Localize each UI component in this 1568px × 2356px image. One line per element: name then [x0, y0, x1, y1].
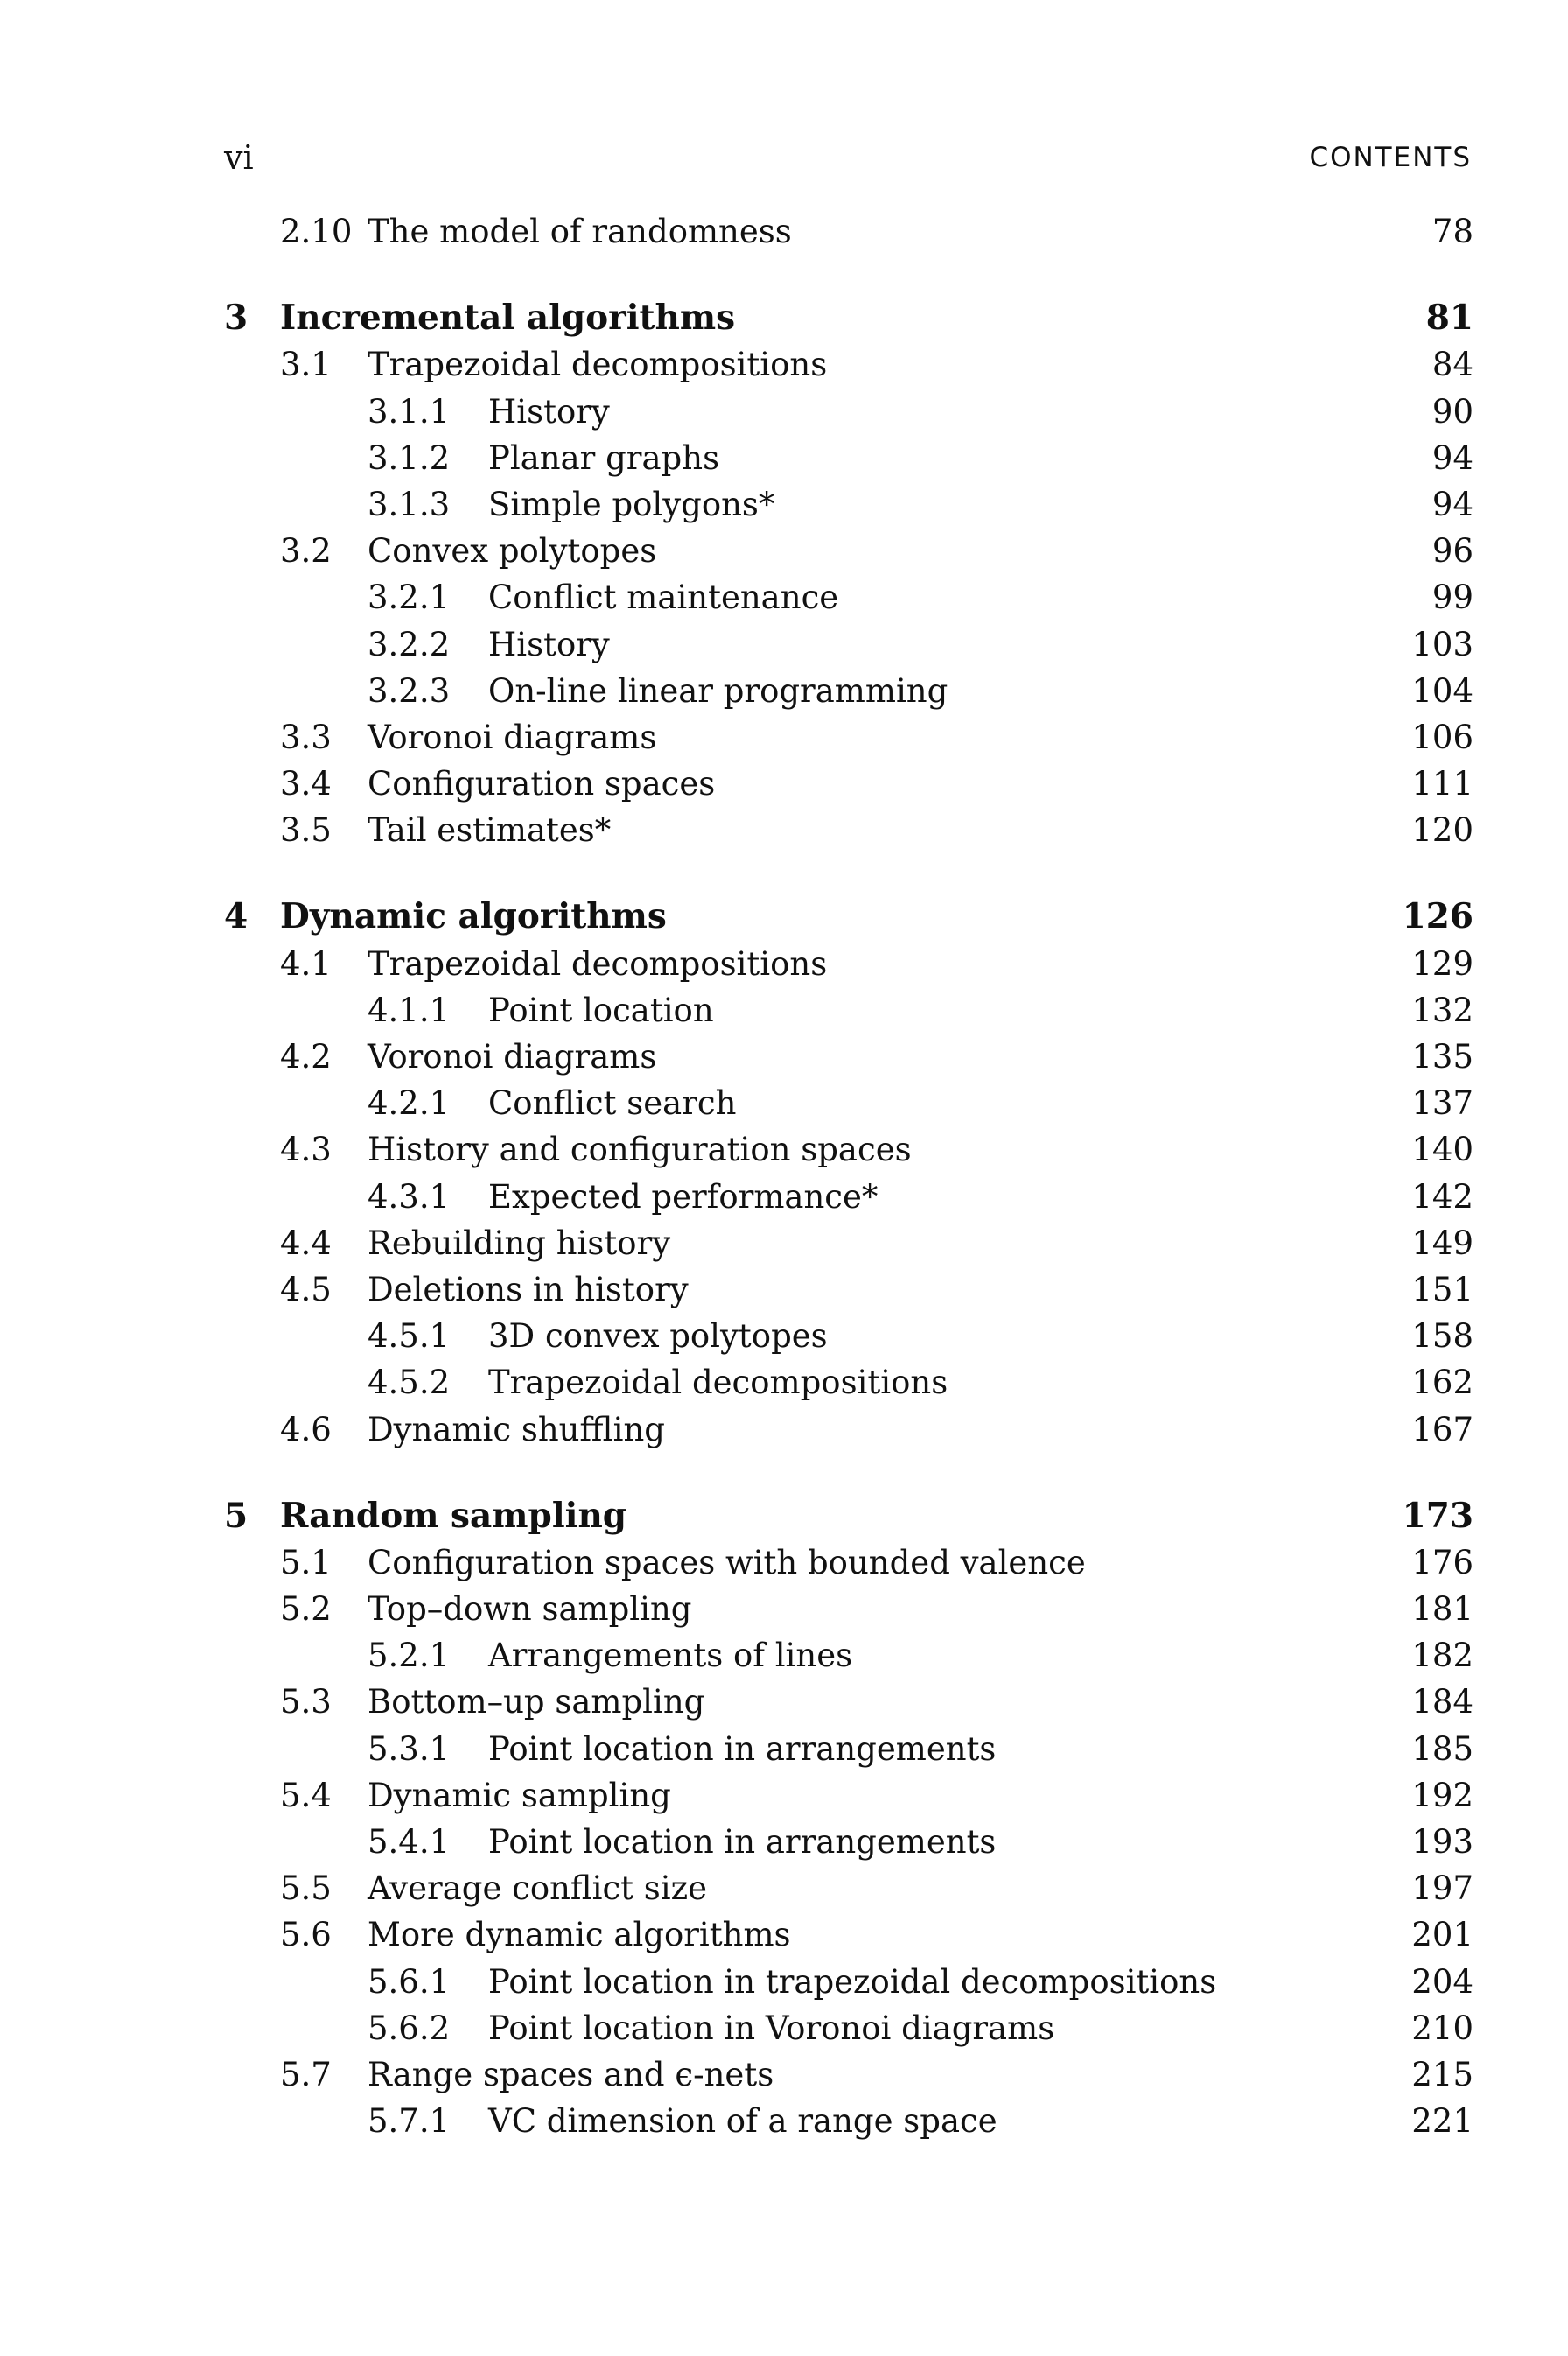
toc-entry-page: 142: [1404, 1174, 1474, 1220]
toc-entry-title: Trapezoidal decompositions: [368, 941, 839, 987]
toc-subsection-entry[interactable]: [0, 2005, 1568, 2051]
toc-section-entry[interactable]: [0, 341, 1568, 388]
toc-entry-number: 3.1: [280, 346, 332, 384]
toc-section-entry[interactable]: [0, 941, 1568, 987]
toc-entry-page: 140: [1404, 1126, 1474, 1173]
toc-subsection-entry[interactable]: [0, 1726, 1568, 1772]
toc-entry-number: 4.3: [280, 1131, 332, 1169]
toc-subsection-entry[interactable]: [0, 1174, 1568, 1220]
toc-entry-title: Conflict search: [488, 1080, 748, 1126]
toc-subsection-entry[interactable]: [0, 1959, 1568, 2005]
toc-entry-number: 3.5: [280, 811, 332, 850]
toc-entry-number: 5.7.1: [368, 2102, 451, 2141]
chapter-gap: [0, 1453, 1568, 1493]
toc-entry-number: 3.4: [280, 765, 332, 803]
chapter-gap: [0, 853, 1568, 894]
chapter-number: 5: [224, 1495, 248, 1536]
toc-section-entry[interactable]: [0, 1586, 1568, 1632]
toc-chapter[interactable]: [0, 1493, 1568, 1539]
toc-entry-title: Configuration spaces with bounded valence: [368, 1539, 1098, 1586]
toc-entry-title: Point location in Voronoi diagrams: [488, 2005, 1067, 2051]
chapter-gap: [0, 255, 1568, 295]
toc-entry-number: 3.2.1: [368, 578, 451, 617]
toc-entry-number: 4.2: [280, 1038, 332, 1076]
toc-entry-title: Average conflict size: [368, 1865, 719, 1911]
toc-entry-title: History: [488, 389, 622, 435]
toc-entry-number: 2.10: [280, 213, 353, 250]
toc-entry-number: 3.2.3: [368, 671, 451, 710]
toc-entry-page: 151: [1404, 1266, 1474, 1313]
toc-subsection-entry[interactable]: [0, 621, 1568, 668]
toc-entry-title: Planar graphs: [488, 435, 732, 481]
toc-chapter[interactable]: [0, 295, 1568, 341]
toc-entry-page: 201: [1404, 1911, 1474, 1958]
toc-entry-title: The model of randomness: [368, 208, 804, 255]
toc-entry-title: Trapezoidal decompositions: [368, 341, 839, 388]
toc-section-entry[interactable]: [0, 1220, 1568, 1266]
toc-entry-number: 5.2: [280, 1590, 332, 1629]
toc-subsection-entry[interactable]: [0, 481, 1568, 528]
toc-entry[interactable]: [0, 208, 1568, 255]
toc-entry-number: 3.1.3: [368, 485, 451, 523]
toc-entry-title: Range spaces and ϵ-nets: [368, 2051, 786, 2098]
toc-entry-number: 4.5.1: [368, 1317, 451, 1356]
toc-chapter[interactable]: [0, 894, 1568, 940]
toc-entry-number: 4.1: [280, 944, 332, 983]
toc-entry-number: 5.7: [280, 2055, 332, 2093]
toc-section-entry[interactable]: [0, 1406, 1568, 1453]
toc-entry-title: Point location in arrangements: [488, 1819, 1008, 1865]
toc-subsection-entry[interactable]: [0, 2098, 1568, 2144]
toc-entry-page: 192: [1404, 1772, 1474, 1819]
toc-entry-title: Point location: [488, 987, 726, 1034]
toc-entry-page: 94: [1404, 481, 1474, 528]
toc-entry-page: 84: [1404, 341, 1474, 388]
toc-subsection-entry[interactable]: [0, 1313, 1568, 1359]
toc-subsection-entry[interactable]: [0, 1632, 1568, 1679]
toc-section-entry[interactable]: [0, 761, 1568, 807]
toc-entry-title: Configuration spaces: [368, 761, 727, 807]
toc-section-entry[interactable]: [0, 1772, 1568, 1819]
toc-entry-title: Bottom–up sampling: [368, 1679, 717, 1725]
toc-entry-page: 129: [1404, 941, 1474, 987]
toc-entry-title: Arrangements of lines: [488, 1632, 864, 1679]
toc-entry-number: 5.3.1: [368, 1729, 451, 1768]
toc-entry-page: 204: [1404, 1959, 1474, 2005]
toc-section-entry[interactable]: [0, 1266, 1568, 1313]
toc-entry-number: 5.6: [280, 1916, 332, 1954]
toc-section-entry[interactable]: [0, 1539, 1568, 1586]
toc-entry-page: 120: [1404, 807, 1474, 853]
toc-entry-title: 3D convex polytopes: [488, 1313, 840, 1359]
toc-entry-title: Convex polytopes: [368, 528, 668, 574]
toc-entry-number: 3.1.2: [368, 438, 451, 477]
chapter-title: Incremental algorithms: [280, 298, 736, 339]
toc-entry-number: 5.1: [280, 1543, 332, 1581]
toc-entry-page: 193: [1404, 1819, 1474, 1865]
chapter-title: Dynamic algorithms: [280, 896, 667, 937]
toc-subsection-entry[interactable]: [0, 1359, 1568, 1406]
page-header: [0, 138, 1568, 182]
toc-entry-page: 104: [1404, 668, 1474, 714]
chapter-page: 126: [1402, 896, 1474, 937]
toc-subsection-entry[interactable]: [0, 1080, 1568, 1126]
toc-entry-number: 4.1.1: [368, 991, 451, 1029]
toc-entry-page: 111: [1404, 761, 1474, 807]
toc-entry-page: 181: [1404, 1586, 1474, 1632]
toc-section-entry[interactable]: [0, 1865, 1568, 1911]
toc-entry-title: On-line linear programming: [488, 668, 960, 714]
toc-entry-number: 5.4.1: [368, 1823, 451, 1861]
toc-entry-number: 4.5: [280, 1270, 332, 1308]
toc-entry-page: 137: [1404, 1080, 1474, 1126]
chapter-page: 81: [1425, 298, 1474, 339]
toc-entry-page: 210: [1404, 2005, 1474, 2051]
toc-entry-title: Simple polygons*: [488, 481, 787, 528]
toc-entry-title: Expected performance*: [488, 1174, 890, 1220]
toc-entry-page: 158: [1404, 1313, 1474, 1359]
toc-entry-page: 94: [1404, 435, 1474, 481]
chapter-number: 4: [224, 896, 248, 937]
running-title: CONTENTS: [1309, 142, 1472, 173]
toc-entry-page: 99: [1404, 574, 1474, 621]
table-of-contents: [0, 208, 1568, 2144]
toc-section-entry[interactable]: [0, 807, 1568, 853]
toc-entry-number: 3.3: [280, 718, 332, 756]
toc-entry-number: 3.2: [280, 532, 332, 571]
toc-entry-page: 103: [1404, 621, 1474, 668]
toc-entry-title: Point location in arrangements: [488, 1726, 1008, 1772]
toc-entry-title: VC dimension of a range space: [488, 2098, 1010, 2144]
toc-entry-number: 5.6.2: [368, 2009, 451, 2047]
toc-subsection-entry[interactable]: [0, 574, 1568, 621]
toc-entry-number: 3.1.1: [368, 392, 451, 431]
toc-subsection-entry[interactable]: [0, 987, 1568, 1034]
toc-entry-title: Point location in trapezoidal decompositions: [488, 1959, 1228, 2005]
toc-entry-number: 5.6.1: [368, 1962, 451, 2001]
toc-section-entry[interactable]: [0, 528, 1568, 574]
toc-entry-page: 182: [1404, 1632, 1474, 1679]
toc-entry-page: 106: [1404, 714, 1474, 761]
toc-section-entry[interactable]: [0, 1911, 1568, 1958]
toc-subsection-entry[interactable]: [0, 389, 1568, 435]
toc-entry-number: 4.2.1: [368, 1084, 451, 1123]
toc-entry-title: Conflict maintenance: [488, 574, 850, 621]
toc-entry-title: Tail estimates*: [368, 807, 623, 853]
toc-entry-page: 197: [1404, 1865, 1474, 1911]
toc-section-entry[interactable]: [0, 1679, 1568, 1725]
toc-entry-title: History and configuration spaces: [368, 1126, 924, 1173]
toc-entry-title: Voronoi diagrams: [368, 714, 668, 761]
toc-entry-page: 78: [1404, 208, 1474, 255]
toc-subsection-entry[interactable]: [0, 435, 1568, 481]
toc-entry-page: 149: [1404, 1220, 1474, 1266]
toc-section-entry[interactable]: [0, 1034, 1568, 1080]
toc-entry-title: Dynamic shuffling: [368, 1406, 677, 1453]
toc-section-entry[interactable]: [0, 1126, 1568, 1173]
toc-entry-title: Dynamic sampling: [368, 1772, 683, 1819]
toc-entry-title: Rebuilding history: [368, 1220, 682, 1266]
toc-entry-page: 167: [1404, 1406, 1474, 1453]
toc-entry-title: Trapezoidal decompositions: [488, 1359, 960, 1406]
toc-entry-page: 221: [1404, 2098, 1474, 2144]
toc-entry-title: Top–down sampling: [368, 1586, 704, 1632]
chapter-title: Random sampling: [280, 1495, 627, 1536]
toc-section-entry[interactable]: [0, 714, 1568, 761]
toc-entry-number: 3.2.2: [368, 625, 451, 663]
toc-entry-number: 4.5.2: [368, 1364, 451, 1402]
toc-entry-page: 96: [1404, 528, 1474, 574]
toc-section-entry[interactable]: [0, 2051, 1568, 2098]
page-number: vi: [224, 138, 254, 177]
toc-entry-title: Deletions in history: [368, 1266, 701, 1313]
chapter-page: 173: [1402, 1495, 1474, 1536]
toc-entry-title: More dynamic algorithms: [368, 1911, 803, 1958]
toc-subsection-entry[interactable]: [0, 668, 1568, 714]
toc-entry-number: 5.3: [280, 1683, 332, 1721]
toc-entry-page: 162: [1404, 1359, 1474, 1406]
toc-entry-number: 4.3.1: [368, 1177, 451, 1216]
toc-entry-title: Voronoi diagrams: [368, 1034, 668, 1080]
toc-entry-number: 5.5: [280, 1869, 332, 1908]
toc-entry-number: 4.4: [280, 1224, 332, 1262]
chapter-number: 3: [224, 298, 248, 339]
toc-entry-number: 5.2.1: [368, 1637, 451, 1675]
toc-entry-page: 176: [1404, 1539, 1474, 1586]
toc-entry-page: 132: [1404, 987, 1474, 1034]
toc-entry-title: History: [488, 621, 622, 668]
toc-entry-page: 135: [1404, 1034, 1474, 1080]
toc-entry-page: 90: [1404, 389, 1474, 435]
toc-entry-number: 4.6: [280, 1410, 332, 1448]
toc-entry-page: 185: [1404, 1726, 1474, 1772]
toc-subsection-entry[interactable]: [0, 1819, 1568, 1865]
toc-entry-page: 184: [1404, 1679, 1474, 1725]
toc-entry-number: 5.4: [280, 1776, 332, 1814]
toc-entry-page: 215: [1404, 2051, 1474, 2098]
